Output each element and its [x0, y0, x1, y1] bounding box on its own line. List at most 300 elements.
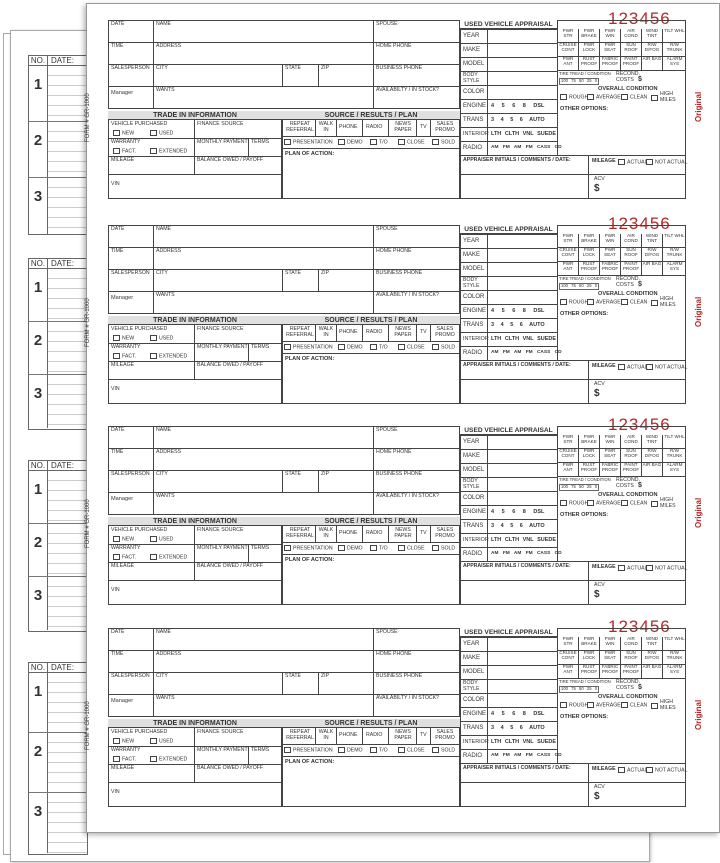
option-fabric-proof[interactable]: FABRIC PROOF	[599, 665, 620, 679]
tread-value[interactable]: 75	[571, 78, 576, 83]
option-tilt-whl[interactable]: TILT WHL	[662, 234, 686, 248]
condition-clean[interactable]	[621, 299, 647, 306]
interior-option[interactable]: CLTH	[504, 131, 520, 137]
appraiser-comments-label: APPRAISER INITIALS / COMMENTS / DATE:	[463, 765, 571, 771]
clean-checkbox[interactable]	[621, 500, 628, 506]
extended-option[interactable]	[150, 148, 187, 155]
option-wind-tint[interactable]: WIND TINT	[641, 234, 662, 248]
option-air-bag[interactable]: AIR BAG	[641, 262, 662, 276]
tread-value[interactable]: 100	[561, 78, 568, 83]
radio-source-label: RADIO	[366, 530, 383, 536]
trans-option[interactable]: 6	[519, 725, 523, 731]
interior-option[interactable]: LTH	[491, 131, 502, 137]
option-pwr-lock[interactable]: PWR LOCK	[578, 449, 599, 463]
engine-option[interactable]: 5	[501, 509, 505, 515]
demo-option[interactable]	[338, 344, 363, 351]
new-option[interactable]	[113, 130, 134, 137]
fact-checkbox[interactable]	[113, 756, 120, 762]
engine-option[interactable]: 6	[512, 103, 516, 109]
not-actual-checkbox[interactable]	[646, 767, 653, 773]
color-label: COLOR	[463, 495, 485, 501]
engine-option[interactable]: 6	[512, 509, 516, 515]
interior-option[interactable]: LTH	[491, 739, 502, 745]
interior-option[interactable]: SUEDE	[537, 131, 557, 137]
condition-average[interactable]	[587, 94, 621, 101]
option-rw-trunk[interactable]: R/W TRUNK	[662, 449, 686, 463]
option-rw-dfog[interactable]: R/W D/FOG	[641, 651, 662, 665]
trans-option[interactable]: 5	[510, 523, 514, 529]
option-paint-proof[interactable]: PAINT PROOF	[620, 57, 641, 71]
engine-option[interactable]: 5	[501, 711, 505, 717]
engine-option[interactable]: 8	[522, 711, 526, 717]
used-option[interactable]	[150, 536, 173, 543]
trans-option[interactable]: AUTO	[529, 117, 545, 123]
radio-option[interactable]: FM	[502, 753, 510, 758]
radio-option[interactable]: FM	[502, 551, 510, 556]
used-checkbox[interactable]	[150, 536, 157, 542]
used-checkbox[interactable]	[150, 130, 157, 136]
condition-rough[interactable]	[560, 500, 588, 507]
mileage-actual-option[interactable]	[618, 159, 647, 166]
tread-value[interactable]: 50	[579, 686, 584, 691]
option-pwr-str[interactable]: PWR STR	[557, 29, 578, 43]
engine-option[interactable]: 4	[491, 711, 495, 717]
option-air-cond[interactable]: AIR COND	[620, 29, 641, 43]
tread-value[interactable]: 75	[571, 686, 576, 691]
radio-option[interactable]: AM	[491, 753, 499, 758]
presentation-option[interactable]	[284, 344, 333, 351]
new-checkbox[interactable]	[113, 335, 120, 341]
new-option[interactable]	[113, 738, 134, 745]
condition-rough[interactable]	[560, 299, 588, 306]
tread-value[interactable]: 25	[586, 78, 592, 83]
engine-option[interactable]: DSL	[533, 509, 545, 515]
option-alarm-sys[interactable]: ALARM SYS	[662, 665, 686, 679]
rough-checkbox[interactable]	[560, 94, 567, 100]
tread-value[interactable]: 25	[586, 686, 592, 691]
high-miles-checkbox[interactable]	[651, 501, 658, 507]
trans-option[interactable]: 3	[491, 523, 495, 529]
option-paint-proof[interactable]: PAINT PROOF	[620, 665, 641, 679]
radio-option[interactable]: CASS	[536, 350, 551, 355]
condition-clean[interactable]	[621, 500, 647, 507]
option-rust-proof[interactable]: RUST PROOF	[578, 57, 599, 71]
condition-average[interactable]	[587, 500, 621, 507]
trans-option[interactable]: 5	[510, 725, 514, 731]
mileage-not-actual-option[interactable]	[646, 364, 687, 371]
interior-option[interactable]: LTH	[491, 537, 502, 543]
radio-option[interactable]: AM FM	[513, 145, 533, 150]
presentation-checkbox[interactable]	[284, 747, 291, 753]
sold-option[interactable]	[432, 139, 455, 146]
option-cruise-cont[interactable]: CRUISE CONT	[557, 651, 578, 665]
radio-option[interactable]: AM FM	[513, 551, 533, 556]
manager-label: Manager	[111, 698, 134, 704]
actual-checkbox[interactable]	[618, 364, 625, 370]
option-pwr-ant[interactable]: PWR ANT	[557, 463, 578, 477]
condition-high-miles[interactable]	[651, 92, 674, 104]
engine-option[interactable]: 4	[491, 509, 495, 515]
option-fabric-proof[interactable]: FABRIC PROOF	[599, 262, 620, 276]
interior-option[interactable]: VNL	[522, 336, 534, 342]
trans-option[interactable]: 3	[491, 117, 495, 123]
trans-option[interactable]: AUTO	[529, 725, 545, 731]
option-sun-roof[interactable]: SUN ROOF	[620, 248, 641, 262]
engine-option[interactable]: 8	[522, 509, 526, 515]
radio-option[interactable]: AM	[491, 145, 499, 150]
option-pwr-win[interactable]: PWR WIN	[599, 29, 620, 43]
trans-option[interactable]: 6	[519, 117, 523, 123]
option-pwr-seat[interactable]: PWR SEAT	[599, 651, 620, 665]
tread-value[interactable]: 0	[594, 686, 598, 691]
radio-option[interactable]: AM	[491, 350, 499, 355]
option-wind-tint[interactable]: WIND TINT	[641, 29, 662, 43]
demo-option[interactable]	[338, 545, 363, 552]
tread-value[interactable]: 100	[561, 283, 568, 288]
option-wind-tint[interactable]: WIND TINT	[641, 637, 662, 651]
to-checkbox[interactable]	[370, 344, 377, 350]
option-pwr-lock[interactable]: PWR LOCK	[578, 248, 599, 262]
actual-checkbox[interactable]	[618, 565, 625, 571]
demo-checkbox[interactable]	[338, 344, 345, 350]
fact-checkbox[interactable]	[113, 554, 120, 560]
condition-clean[interactable]	[621, 702, 647, 709]
close-checkbox[interactable]	[398, 344, 405, 350]
option-pwr-str[interactable]: PWR STR	[557, 234, 578, 248]
not-actual-checkbox[interactable]	[646, 364, 653, 370]
option-tilt-whl[interactable]: TILT WHL	[662, 435, 686, 449]
new-checkbox[interactable]	[113, 536, 120, 542]
average-checkbox[interactable]	[587, 94, 594, 100]
presentation-option[interactable]	[284, 139, 333, 146]
trans-option[interactable]: AUTO	[529, 322, 545, 328]
rough-checkbox[interactable]	[560, 299, 567, 305]
presentation-option[interactable]	[284, 747, 333, 754]
radio-option[interactable]: FM	[502, 145, 510, 150]
option-pwr-str[interactable]: PWR STR	[557, 637, 578, 651]
average-checkbox[interactable]	[587, 299, 594, 305]
mileage-not-actual-option[interactable]	[646, 565, 687, 572]
mileage-not-actual-option[interactable]	[646, 767, 687, 774]
engine-option[interactable]: 6	[512, 308, 516, 314]
option-air-cond[interactable]: AIR COND	[620, 435, 641, 449]
high-miles-checkbox[interactable]	[651, 95, 658, 101]
mileage-actual-option[interactable]	[618, 767, 647, 774]
option-pwr-win[interactable]: PWR WIN	[599, 637, 620, 651]
actual-checkbox[interactable]	[618, 767, 625, 773]
sold-option[interactable]	[432, 545, 455, 552]
fact-option[interactable]	[113, 148, 136, 155]
trans-option[interactable]: 4	[500, 725, 504, 731]
option-pwr-brake[interactable]: PWR BRAKE	[578, 637, 599, 651]
presentation-checkbox[interactable]	[284, 139, 291, 145]
radio-option[interactable]: AM FM	[513, 350, 533, 355]
close-option[interactable]	[398, 344, 425, 351]
extended-checkbox[interactable]	[150, 756, 157, 762]
option-pwr-seat[interactable]: PWR SEAT	[599, 248, 620, 262]
tread-value[interactable]: 0	[594, 484, 598, 489]
interior-option[interactable]: VNL	[522, 537, 534, 543]
close-option[interactable]	[398, 139, 425, 146]
not-actual-checkbox[interactable]	[646, 159, 653, 165]
used-option[interactable]	[150, 335, 173, 342]
option-tilt-whl[interactable]: TILT WHL	[662, 637, 686, 651]
clean-checkbox[interactable]	[621, 299, 628, 305]
interior-option[interactable]: SUEDE	[537, 739, 557, 745]
fact-checkbox[interactable]	[113, 148, 120, 154]
fact-option[interactable]	[113, 554, 136, 561]
option-air-bag[interactable]: AIR BAG	[641, 665, 662, 679]
engine-option[interactable]: DSL	[533, 308, 545, 314]
option-tilt-whl[interactable]: TILT WHL	[662, 29, 686, 43]
average-checkbox[interactable]	[587, 500, 594, 506]
option-sun-roof[interactable]: SUN ROOF	[620, 449, 641, 463]
extended-checkbox[interactable]	[150, 554, 157, 560]
option-pwr-lock[interactable]: PWR LOCK	[578, 651, 599, 665]
trans-option[interactable]: 4	[500, 322, 504, 328]
used-option[interactable]	[150, 738, 173, 745]
availability-label: AVAILABILTY / IN STOCK?	[376, 292, 439, 298]
rough-checkbox[interactable]	[560, 500, 567, 506]
sold-option[interactable]	[432, 344, 455, 351]
tread-value[interactable]: 25	[586, 484, 592, 489]
engine-option[interactable]: 8	[522, 308, 526, 314]
close-option[interactable]	[398, 747, 425, 754]
to-option[interactable]	[370, 344, 388, 351]
sold-option[interactable]	[432, 747, 455, 754]
option-wind-tint[interactable]: WIND TINT	[641, 435, 662, 449]
used-option[interactable]	[150, 130, 173, 137]
to-checkbox[interactable]	[370, 747, 377, 753]
sold-checkbox[interactable]	[432, 344, 439, 350]
radio-option[interactable]: AM FM	[513, 753, 533, 758]
sold-checkbox[interactable]	[432, 545, 439, 551]
condition-rough[interactable]	[560, 94, 588, 101]
high-miles-checkbox[interactable]	[651, 703, 658, 709]
engine-option[interactable]: DSL	[533, 103, 545, 109]
trans-option[interactable]: AUTO	[529, 523, 545, 529]
tread-value[interactable]: 75	[571, 283, 576, 288]
interior-option[interactable]: SUEDE	[537, 537, 557, 543]
demo-checkbox[interactable]	[338, 139, 345, 145]
interior-option[interactable]: VNL	[522, 739, 534, 745]
interior-option[interactable]: SUEDE	[537, 336, 557, 342]
trans-option[interactable]: 4	[500, 117, 504, 123]
option-cruise-cont[interactable]: CRUISE CONT	[557, 248, 578, 262]
option-cruise-cont[interactable]: CRUISE CONT	[557, 449, 578, 463]
option-pwr-brake[interactable]: PWR BRAKE	[578, 29, 599, 43]
trans-option[interactable]: 6	[519, 322, 523, 328]
option-fabric-proof[interactable]: FABRIC PROOF	[599, 57, 620, 71]
option-pwr-win[interactable]: PWR WIN	[599, 234, 620, 248]
demo-option[interactable]	[338, 139, 363, 146]
high-miles-checkbox[interactable]	[651, 300, 658, 306]
tread-value[interactable]: 0	[594, 78, 598, 83]
condition-average[interactable]	[587, 299, 621, 306]
not-actual-checkbox[interactable]	[646, 565, 653, 571]
to-option[interactable]	[370, 747, 388, 754]
option-fabric-proof[interactable]: FABRIC PROOF	[599, 463, 620, 477]
trans-option[interactable]: 6	[519, 523, 523, 529]
extended-option[interactable]	[150, 756, 187, 763]
option-rw-trunk[interactable]: R/W TRUNK	[662, 43, 686, 57]
fact-checkbox[interactable]	[113, 353, 120, 359]
presentation-option[interactable]	[284, 545, 333, 552]
radio-option[interactable]: CASS	[536, 145, 551, 150]
option-air-cond[interactable]: AIR COND	[620, 234, 641, 248]
engine-option[interactable]: 4	[491, 103, 495, 109]
interior-option[interactable]: VNL	[522, 131, 534, 137]
option-pwr-seat[interactable]: PWR SEAT	[599, 449, 620, 463]
tread-value[interactable]: 25	[586, 283, 592, 288]
radio-option[interactable]: FM	[502, 350, 510, 355]
sold-checkbox[interactable]	[432, 139, 439, 145]
condition-clean[interactable]	[621, 94, 647, 101]
used-checkbox[interactable]	[150, 738, 157, 744]
option-pwr-win[interactable]: PWR WIN	[599, 435, 620, 449]
option-pwr-brake[interactable]: PWR BRAKE	[578, 435, 599, 449]
radio-option[interactable]: CD	[554, 753, 562, 758]
actual-checkbox[interactable]	[618, 159, 625, 165]
radio-option[interactable]: CD	[554, 551, 562, 556]
option-air-cond[interactable]: AIR COND	[620, 637, 641, 651]
radio-option[interactable]: CD	[554, 350, 562, 355]
condition-high-miles[interactable]	[651, 700, 674, 712]
option-pwr-ant[interactable]: PWR ANT	[557, 262, 578, 276]
option-alarm-sys[interactable]: ALARM SYS	[662, 262, 686, 276]
radio-option[interactable]: CASS	[536, 753, 551, 758]
to-checkbox[interactable]	[370, 139, 377, 145]
mileage-actual-option[interactable]	[618, 565, 647, 572]
option-pwr-lock[interactable]: PWR LOCK	[578, 43, 599, 57]
option-pwr-str[interactable]: PWR STR	[557, 435, 578, 449]
engine-option[interactable]: 5	[501, 103, 505, 109]
extended-option[interactable]	[150, 353, 187, 360]
tread-value[interactable]: 75	[571, 484, 576, 489]
option-pwr-ant[interactable]: PWR ANT	[557, 665, 578, 679]
option-air-bag[interactable]: AIR BAG	[641, 57, 662, 71]
demo-checkbox[interactable]	[338, 545, 345, 551]
engine-option[interactable]: 5	[501, 308, 505, 314]
option-pwr-seat[interactable]: PWR SEAT	[599, 43, 620, 57]
radio-option[interactable]: CD	[554, 145, 562, 150]
option-air-bag[interactable]: AIR BAG	[641, 463, 662, 477]
option-sun-roof[interactable]: SUN ROOF	[620, 43, 641, 57]
option-rw-trunk[interactable]: R/W TRUNK	[662, 248, 686, 262]
new-option[interactable]	[113, 335, 134, 342]
option-alarm-sys[interactable]: ALARM SYS	[662, 463, 686, 477]
trans-option[interactable]: 3	[491, 322, 495, 328]
trans-option[interactable]: 5	[510, 322, 514, 328]
clean-checkbox[interactable]	[621, 94, 628, 100]
home-phone-label: HOME PHONE	[376, 651, 412, 657]
new-option[interactable]	[113, 536, 134, 543]
option-cruise-cont[interactable]: CRUISE CONT	[557, 43, 578, 57]
new-checkbox[interactable]	[113, 738, 120, 744]
option-alarm-sys[interactable]: ALARM SYS	[662, 57, 686, 71]
tread-value[interactable]: 50	[579, 484, 584, 489]
clean-checkbox[interactable]	[621, 702, 628, 708]
close-checkbox[interactable]	[398, 545, 405, 551]
demo-option[interactable]	[338, 747, 363, 754]
close-option[interactable]	[398, 545, 425, 552]
trans-option[interactable]: 3	[491, 725, 495, 731]
demo-checkbox[interactable]	[338, 747, 345, 753]
extended-option[interactable]	[150, 554, 187, 561]
option-sun-roof[interactable]: SUN ROOF	[620, 651, 641, 665]
option-rust-proof[interactable]: RUST PROOF	[578, 262, 599, 276]
close-checkbox[interactable]	[398, 747, 405, 753]
engine-option[interactable]: DSL	[533, 711, 545, 717]
average-checkbox[interactable]	[587, 702, 594, 708]
tread-value[interactable]: 50	[579, 78, 584, 83]
to-checkbox[interactable]	[370, 545, 377, 551]
interior-option[interactable]: CLTH	[504, 537, 520, 543]
option-rust-proof[interactable]: RUST PROOF	[578, 463, 599, 477]
new-checkbox[interactable]	[113, 130, 120, 136]
sold-checkbox[interactable]	[432, 747, 439, 753]
condition-high-miles[interactable]	[651, 498, 674, 510]
tread-value[interactable]: 100	[561, 686, 568, 691]
rough-checkbox[interactable]	[560, 702, 567, 708]
option-paint-proof[interactable]: PAINT PROOF	[620, 262, 641, 276]
option-rust-proof[interactable]: RUST PROOF	[578, 665, 599, 679]
presentation-checkbox[interactable]	[284, 545, 291, 551]
extended-checkbox[interactable]	[150, 353, 157, 359]
used-checkbox[interactable]	[150, 335, 157, 341]
to-option[interactable]	[370, 139, 388, 146]
interior-option[interactable]: CLTH	[504, 336, 520, 342]
engine-option[interactable]: 4	[491, 308, 495, 314]
tread-value[interactable]: 100	[561, 484, 568, 489]
interior-option[interactable]: LTH	[491, 336, 502, 342]
option-rw-dfog[interactable]: R/W D/FOG	[641, 248, 662, 262]
radio-option[interactable]: AM	[491, 551, 499, 556]
option-rw-dfog[interactable]: R/W D/FOG	[641, 449, 662, 463]
fact-option[interactable]	[113, 756, 136, 763]
acv-dollar-sign: $	[594, 589, 600, 600]
trans-option[interactable]: 4	[500, 523, 504, 529]
used-option-label: USED	[159, 738, 174, 745]
copy-label: Original	[694, 91, 703, 122]
phone-source-label: PHONE	[339, 732, 358, 738]
engine-option[interactable]: 8	[522, 103, 526, 109]
engine-option[interactable]: 6	[512, 711, 516, 717]
option-paint-proof[interactable]: PAINT PROOF	[620, 463, 641, 477]
option-pwr-ant[interactable]: PWR ANT	[557, 57, 578, 71]
tread-value[interactable]: 0	[594, 283, 598, 288]
radio-option[interactable]: CASS	[536, 551, 551, 556]
fact-option[interactable]	[113, 353, 136, 360]
presentation-option-label: PRESENTATION	[293, 344, 333, 351]
tread-value[interactable]: 50	[579, 283, 584, 288]
mileage-actual-option[interactable]	[618, 364, 647, 371]
condition-rough[interactable]	[560, 702, 588, 709]
interior-option[interactable]: CLTH	[504, 739, 520, 745]
source-results-title: SOURCE / RESULTS / PLAN	[282, 316, 460, 325]
to-option[interactable]	[370, 545, 388, 552]
option-pwr-brake[interactable]: PWR BRAKE	[578, 234, 599, 248]
option-rw-trunk[interactable]: R/W TRUNK	[662, 651, 686, 665]
trans-option[interactable]: 5	[510, 117, 514, 123]
condition-high-miles[interactable]	[651, 297, 674, 309]
presentation-checkbox[interactable]	[284, 344, 291, 350]
option-rw-dfog[interactable]: R/W D/FOG	[641, 43, 662, 57]
condition-average[interactable]	[587, 702, 621, 709]
close-checkbox[interactable]	[398, 139, 405, 145]
mileage-not-actual-option[interactable]	[646, 159, 687, 166]
extended-checkbox[interactable]	[150, 148, 157, 154]
